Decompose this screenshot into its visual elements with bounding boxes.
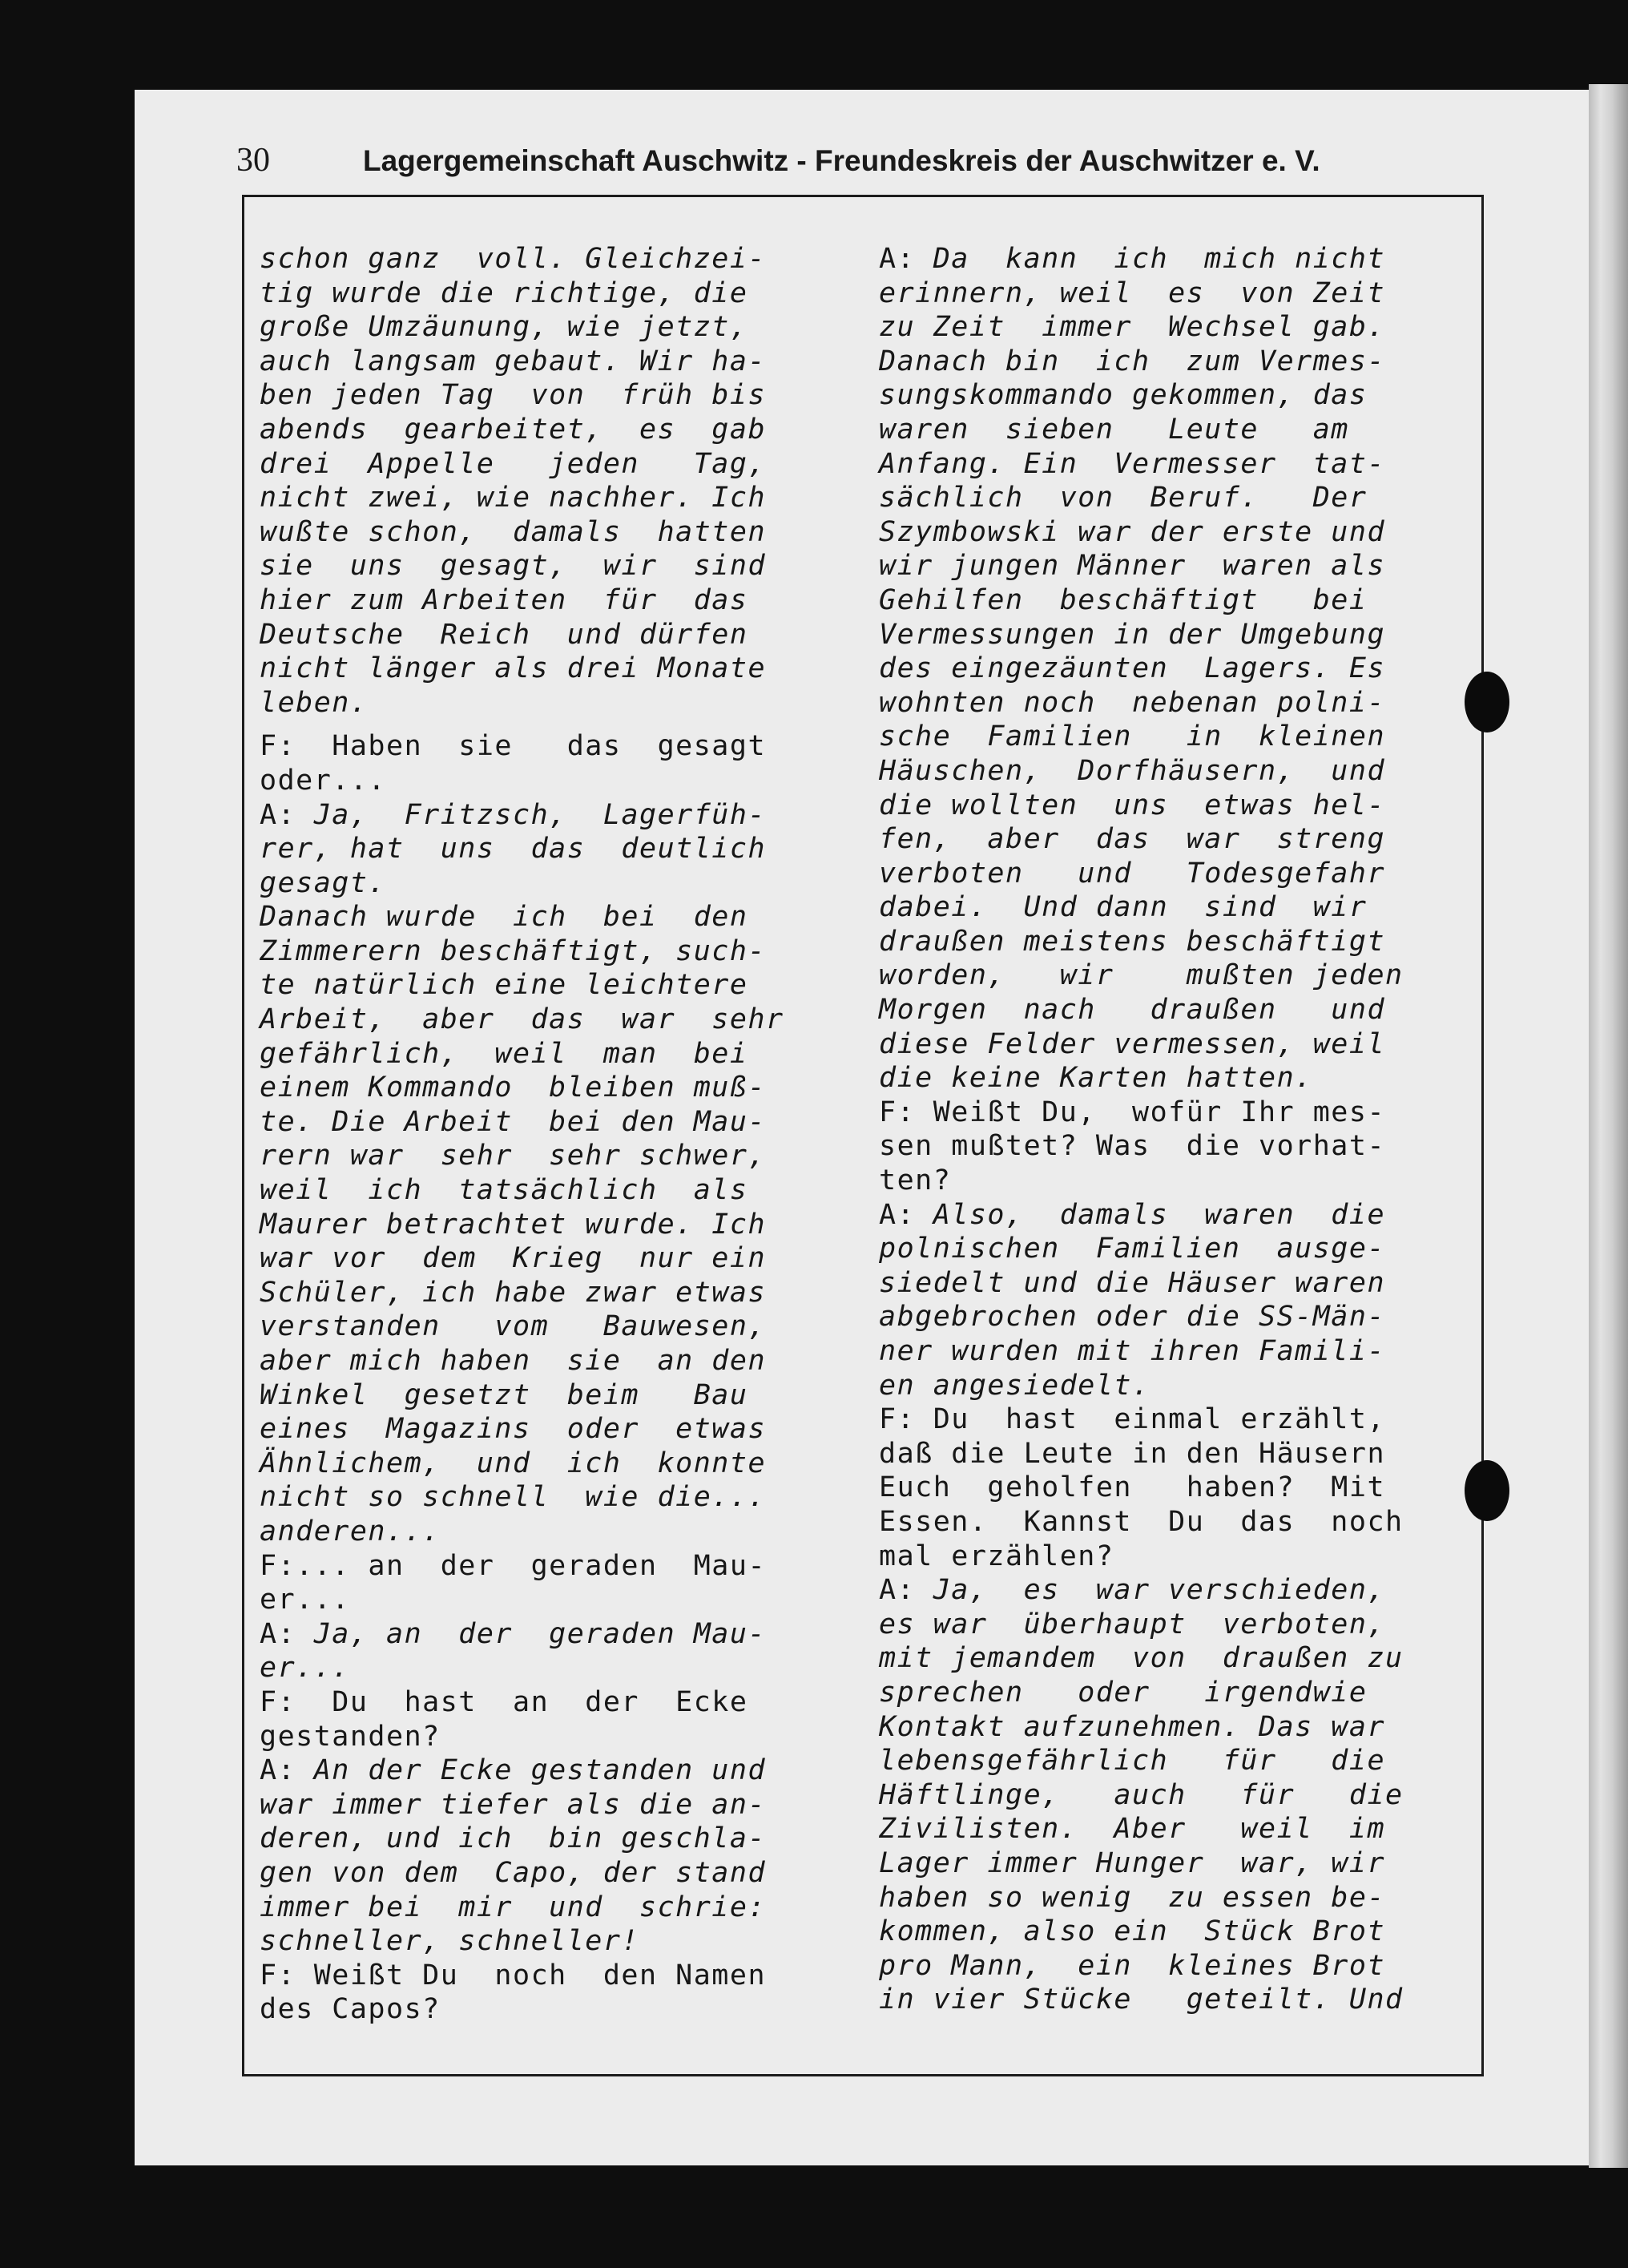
text-run: Ja, es war verschieden, es war überhaupt verboten, mit jemandem von draußen zu sprechen oder irgendwie Kontakt aufzunehmen. Das war lebensgefährlich für die Häftlinge, auch für die Zivilisten. Aber weil im Lager immer Hunger war, wir haben so wenig zu essen be- kommen, also ein Stück Brot pro Mann, ein kleines Brot in vier Stücke geteilt. Und — [879, 1574, 1404, 2016]
text-paragraph — [260, 1753, 836, 1959]
text-run: F:... an der geraden Mau- er... — [260, 1549, 767, 1616]
page-edge — [1589, 84, 1628, 2168]
text-paragraph — [879, 1198, 1460, 1403]
text-paragraph — [879, 242, 1460, 1096]
speaker-label: A: — [879, 1198, 933, 1231]
text-run: F: Weißt Du noch den Namen des Capos? — [260, 1959, 767, 2026]
text-paragraph — [260, 242, 836, 720]
page-header — [236, 141, 1486, 189]
right-column — [879, 242, 1460, 2017]
text-run: F: Du hast einmal erzählt, daß die Leute in den Häusern Euch geholfen haben? Mit Essen. Kannst Du das noch mal erzählen? — [879, 1403, 1404, 1572]
text-run: schon ganz voll. Gleichzei- tig wurde die richtige, die große Umzäunung, wie jetzt, auch langsam gebaut. Wir ha- ben jeden Tag von früh bis abends gearbeitet, es gab drei Appelle jeden Tag, nicht zwei, wie nachher. Ich wußte schon, damals hatten sie uns gesagt, wir sind hier zum Arbeiten für das Deutsche Reich und dürfen nicht länger als drei Monate leben. — [260, 243, 767, 719]
text-paragraph — [260, 1617, 836, 1685]
text-run: Ja, an der geraden Mau- er... — [260, 1617, 767, 1685]
text-run: Ja, Fritzsch, Lagerfüh- rer, hat uns das deutlich gesagt. Danach wurde ich bei den Zimmerern beschäftigt, such- te natürlich eine leichtere Arbeit, aber das war sehr gefährlich, weil man bei einem Kommando bleiben muß- te. Die Arbeit bei den Mau- rern war sehr sehr schwer, weil ich tatsächlich als Maurer betrachtet wurde. Ich war vor dem Krieg nur ein Schüler, ich habe zwar etwas verstanden vom Bauwesen, aber mich haben sie an den Winkel gesetzt beim Bau eines Magazins oder etwas Ähnlichem, und ich konnte nicht so schnell wie die... anderen... — [260, 798, 784, 1548]
text-paragraph — [260, 729, 836, 797]
text-run: F: Haben sie das gesagt oder... — [260, 730, 767, 797]
left-column — [260, 242, 836, 2027]
page-number: 30 — [236, 142, 270, 179]
text-paragraph — [260, 798, 836, 1549]
text-paragraph — [879, 1573, 1460, 2017]
speaker-label: A: — [879, 1574, 933, 1607]
text-run: F: Du hast an der Ecke gestanden? — [260, 1685, 748, 1753]
speaker-label: A: — [260, 1754, 314, 1787]
text-paragraph — [879, 1096, 1460, 1198]
text-paragraph — [260, 1685, 836, 1753]
text-run: F: Weißt Du, wofür Ihr mes- sen mußtet? Was die vorhat- ten? — [879, 1096, 1386, 1197]
speaker-label: A: — [260, 1617, 314, 1650]
speaker-label: A: — [260, 798, 314, 831]
text-run: Da kann ich mich nicht erinnern, weil es von Zeit zu Zeit immer Wechsel gab. Danach bin ich zum Vermes- sungskommando gekommen, das waren sieben Leute am Anfang. Ein Vermesser tat- sächlich von Beruf. Der Szymbowski war der erste und wir jungen Männer waren als Gehilfen beschäftigt bei Vermessungen in der Umgebung des eingezäunten Lagers. Es wohnten noch nebenan polni- sche Familien in kleinen Häuschen, Dorfhäusern, und die wollten uns etwas hel- fen, aber das war streng verboten und Todesgefahr dabei. Und dann sind wir draußen meistens beschäftigt worden, wir mußten jeden Morgen nach draußen und diese Felder vermessen, weil die keine Karten hatten. — [879, 243, 1404, 1095]
speaker-label: A: — [879, 243, 933, 275]
text-paragraph — [260, 1549, 836, 1617]
text-run: Also, damals waren die polnischen Familien ausge- siedelt und die Häuser waren abgebrochen oder die SS-Män- ner wurden mit ihren Famili- en angesiedelt. — [879, 1198, 1386, 1402]
punch-hole-bottom — [1465, 1460, 1509, 1521]
text-paragraph — [879, 1402, 1460, 1573]
punch-hole-top — [1465, 672, 1509, 732]
header-title: Lagergemeinschaft Auschwitz - Freundeskreis der Auschwitzer e. V. — [363, 144, 1320, 177]
text-run: An der Ecke gestanden und war immer tiefer als die an- deren, und ich bin geschla- gen von dem Capo, der stand immer bei mir und schrie: schneller, schneller! — [260, 1754, 767, 1958]
text-paragraph — [260, 1959, 836, 2027]
